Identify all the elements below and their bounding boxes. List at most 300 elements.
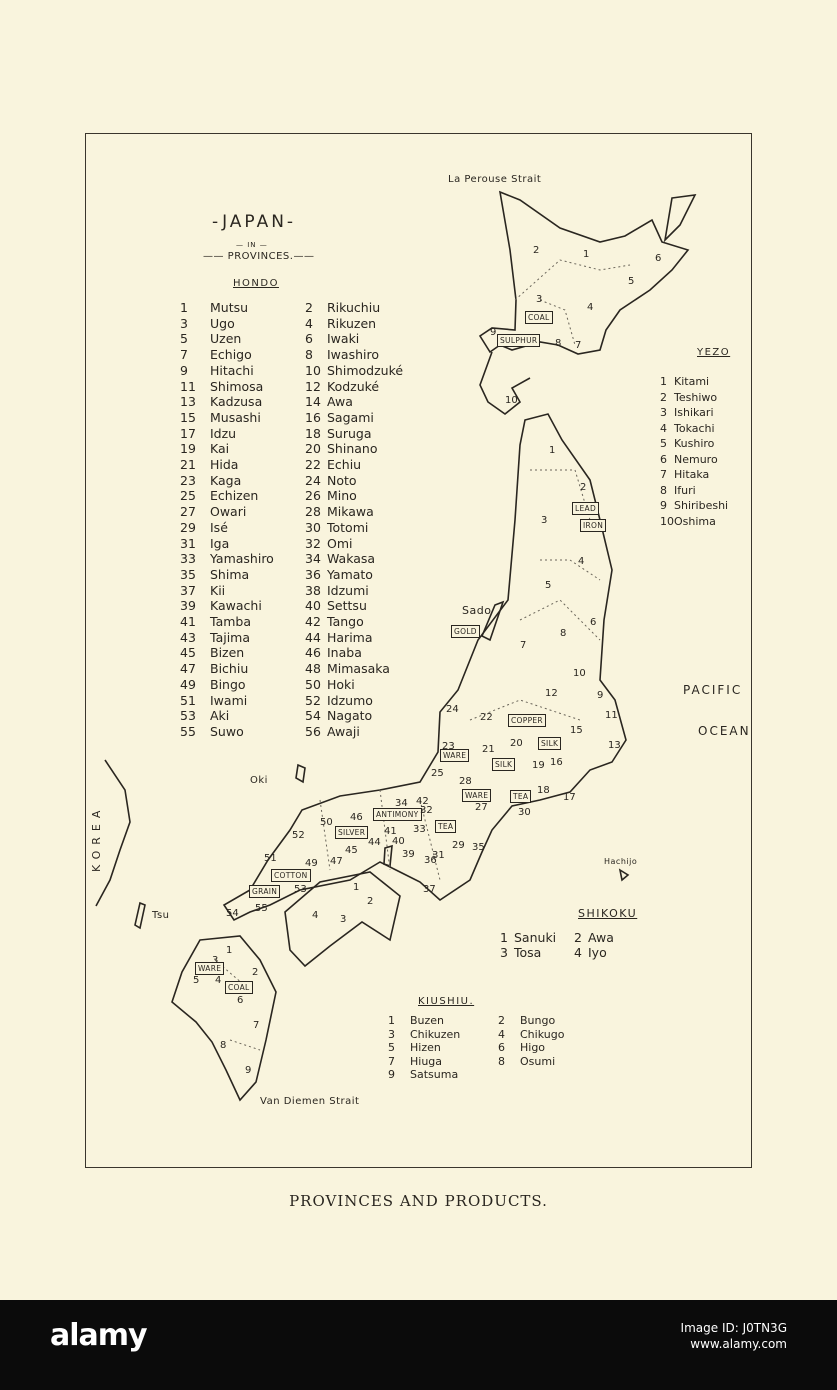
hondo-province-number: 20 bbox=[510, 738, 523, 749]
legend-row bbox=[500, 945, 614, 960]
legend-row bbox=[180, 724, 403, 740]
province-number: 4 bbox=[498, 1027, 505, 1041]
province-number: 2 bbox=[305, 300, 313, 315]
hondo-province-number: 23 bbox=[442, 741, 455, 752]
province-name: Ifuri bbox=[674, 483, 696, 497]
shikoku-province-number: 3 bbox=[340, 914, 347, 925]
yezo-province-number: 2 bbox=[533, 245, 540, 256]
province-name: Awa bbox=[588, 930, 614, 945]
province-name: Hiuga bbox=[410, 1054, 443, 1068]
hondo-province-number: 9 bbox=[597, 690, 604, 701]
province-number: 25 bbox=[180, 488, 196, 504]
watermark-bar bbox=[0, 1300, 837, 1390]
province-name: Omi bbox=[327, 535, 353, 551]
legend-row bbox=[660, 514, 769, 530]
province-number: 16 bbox=[305, 409, 321, 425]
shikoku-province-list bbox=[500, 930, 614, 960]
kiushiu-province-number: 2 bbox=[252, 967, 259, 978]
hondo-province-number: 47 bbox=[330, 856, 343, 867]
legend-row bbox=[180, 457, 403, 473]
province-name: Suruga bbox=[327, 425, 372, 441]
legend-row bbox=[180, 551, 403, 567]
province-name: Noto bbox=[327, 472, 357, 488]
hondo-province-number: 37 bbox=[423, 884, 436, 895]
province-number: 8 bbox=[660, 483, 667, 497]
province-number: 48 bbox=[305, 661, 321, 677]
kiushiu-province-number: 3 bbox=[212, 955, 219, 966]
hondo-province-number: 49 bbox=[305, 858, 318, 869]
province-number: 43 bbox=[180, 629, 196, 645]
province-number: 31 bbox=[180, 535, 196, 551]
kunashiri-island bbox=[665, 195, 695, 240]
province-name: Suwo bbox=[210, 723, 244, 739]
legend-row bbox=[388, 1055, 564, 1069]
legend-row bbox=[388, 1068, 564, 1082]
hondo-province-number: 45 bbox=[345, 845, 358, 856]
province-name: Tango bbox=[327, 614, 364, 630]
province-name: Chikugo bbox=[520, 1027, 565, 1041]
kiushiu-heading: KIUSHIU. bbox=[418, 996, 475, 1007]
yezo-province-number: 5 bbox=[628, 276, 635, 287]
province-number: 28 bbox=[305, 504, 321, 520]
hondo-province-number: 31 bbox=[432, 850, 445, 861]
province-name: Kii bbox=[210, 582, 226, 598]
province-name: Musashi bbox=[210, 409, 261, 425]
hondo-province-number: 8 bbox=[560, 628, 567, 639]
province-name: Chikuzen bbox=[410, 1027, 461, 1041]
product-label: WARE bbox=[440, 749, 469, 762]
hondo-province-number: 50 bbox=[320, 817, 333, 828]
province-name: Tokachi bbox=[674, 421, 715, 435]
hondo-province-number: 54 bbox=[226, 908, 239, 919]
province-name: Yamashiro bbox=[210, 551, 274, 567]
product-label: WARE bbox=[462, 789, 491, 802]
legend-row bbox=[180, 661, 403, 677]
hondo-province-number: 25 bbox=[431, 768, 444, 779]
product-label: GOLD bbox=[451, 625, 480, 638]
hondo-province-number: 35 bbox=[472, 842, 485, 853]
province-number: 30 bbox=[305, 519, 321, 535]
province-name: Awa bbox=[327, 394, 353, 410]
product-label: IRON bbox=[580, 519, 606, 532]
hondo-province-number: 3 bbox=[541, 515, 548, 526]
province-name: Nemuro bbox=[674, 452, 718, 466]
image-id-label: Image ID: J0TN3G bbox=[680, 1321, 787, 1335]
province-name: Iwami bbox=[210, 692, 248, 708]
legend-row bbox=[180, 598, 403, 614]
legend-row bbox=[180, 708, 403, 724]
tsu-island bbox=[135, 903, 145, 928]
kiushiu-province-list bbox=[388, 1014, 564, 1082]
province-number: 38 bbox=[305, 582, 321, 598]
site-url: www.alamy.com bbox=[690, 1337, 787, 1351]
province-number: 36 bbox=[305, 566, 321, 582]
province-number: 40 bbox=[305, 598, 321, 614]
province-number: 14 bbox=[305, 394, 321, 410]
hondo-province-number: 13 bbox=[608, 740, 621, 751]
hondo-province-number: 55 bbox=[255, 903, 268, 914]
map-title-in: — IN — bbox=[236, 241, 268, 249]
province-number: 34 bbox=[305, 551, 321, 567]
province-name: Shima bbox=[210, 566, 250, 582]
province-number: 7 bbox=[180, 347, 188, 363]
province-number: 19 bbox=[180, 441, 196, 457]
province-name: Uzen bbox=[210, 331, 242, 347]
hondo-province-number: 40 bbox=[392, 836, 405, 847]
korea-label: KOREA bbox=[90, 804, 103, 872]
hondo-province-number: 18 bbox=[537, 785, 550, 796]
legend-row bbox=[180, 677, 403, 693]
province-number: 15 bbox=[180, 409, 196, 425]
province-number: 32 bbox=[305, 535, 321, 551]
hondo-province-number: 44 bbox=[368, 837, 381, 848]
province-name: Bungo bbox=[520, 1014, 556, 1027]
figure-caption: PROVINCES AND PRODUCTS. bbox=[289, 1192, 548, 1210]
province-name: Kushiro bbox=[674, 437, 715, 450]
province-name: Tajima bbox=[210, 629, 251, 645]
province-number: 50 bbox=[305, 676, 321, 692]
hondo-province-number: 19 bbox=[532, 760, 545, 771]
province-name: Kodzuké bbox=[327, 378, 380, 394]
province-number: 52 bbox=[305, 692, 321, 708]
legend-row bbox=[180, 536, 403, 552]
hondo-province-number: 15 bbox=[570, 725, 583, 736]
province-number: 4 bbox=[574, 945, 582, 960]
province-name: Harima bbox=[327, 629, 373, 645]
legend-row bbox=[388, 1041, 564, 1055]
hondo-province-number: 34 bbox=[395, 798, 408, 809]
yezo-province-number: 9 bbox=[490, 327, 497, 338]
yezo-island bbox=[480, 192, 688, 354]
province-number: 10 bbox=[660, 514, 674, 528]
province-number: 7 bbox=[388, 1054, 395, 1068]
province-number: 4 bbox=[305, 315, 313, 331]
province-number: 44 bbox=[305, 629, 321, 645]
hondo-province-number: 1 bbox=[549, 445, 556, 456]
province-number: 26 bbox=[305, 488, 321, 504]
province-number: 51 bbox=[180, 692, 196, 708]
province-number: 20 bbox=[305, 441, 321, 457]
province-name: Bichiu bbox=[210, 661, 249, 677]
tsu-label: Tsu bbox=[152, 910, 170, 921]
product-label: WARE bbox=[195, 962, 224, 975]
ocean-label: OCEAN bbox=[698, 724, 751, 738]
legend-row bbox=[180, 520, 403, 536]
province-name: Rikuchiu bbox=[327, 300, 381, 315]
legend-row bbox=[660, 452, 769, 468]
kiushiu-province-number: 9 bbox=[245, 1065, 252, 1076]
province-number: 1 bbox=[388, 1014, 395, 1027]
province-name: Ishikari bbox=[674, 406, 714, 419]
product-label: COTTON bbox=[271, 869, 311, 882]
la-perouse-strait-label: La Perouse Strait bbox=[448, 174, 542, 185]
province-name: Settsu bbox=[327, 598, 367, 614]
province-number: 21 bbox=[180, 457, 196, 473]
province-number: 8 bbox=[305, 347, 313, 363]
province-name: Mino bbox=[327, 488, 357, 504]
province-name: Echiu bbox=[327, 457, 362, 473]
province-name: Awaji bbox=[327, 723, 360, 739]
province-number: 3 bbox=[500, 945, 508, 960]
province-name: Hida bbox=[210, 457, 239, 473]
kiushiu-province-number: 6 bbox=[237, 995, 244, 1006]
legend-row bbox=[180, 583, 403, 599]
province-number: 6 bbox=[498, 1041, 505, 1054]
yezo-province-number: 8 bbox=[555, 338, 562, 349]
hondo-heading: HONDO bbox=[233, 278, 279, 289]
hondo-province-number: 51 bbox=[264, 853, 277, 864]
province-name: Nagato bbox=[327, 708, 373, 724]
province-name: Bingo bbox=[210, 676, 246, 692]
province-number: 3 bbox=[180, 315, 188, 331]
yezo-province-number: 6 bbox=[655, 253, 662, 264]
province-number: 12 bbox=[305, 378, 321, 394]
province-name: Idzumi bbox=[327, 582, 369, 598]
hondo-province-number: 27 bbox=[475, 802, 488, 813]
province-name: Kai bbox=[210, 441, 230, 457]
province-name: Iwaki bbox=[327, 331, 360, 347]
hondo-province-number: 10 bbox=[573, 668, 586, 679]
province-number: 5 bbox=[180, 331, 188, 347]
hachijo-label: Hachijo bbox=[604, 857, 638, 866]
legend-row bbox=[180, 488, 403, 504]
province-number: 7 bbox=[660, 468, 667, 481]
shikoku-province-number: 4 bbox=[312, 910, 319, 921]
province-number: 1 bbox=[500, 930, 508, 945]
product-label: COPPER bbox=[508, 714, 546, 727]
province-number: 8 bbox=[498, 1054, 505, 1068]
province-number: 9 bbox=[180, 362, 188, 378]
shikoku-heading: SHIKOKU bbox=[578, 907, 638, 920]
yezo-province-number: 1 bbox=[583, 249, 590, 260]
sado-label: Sado bbox=[462, 604, 492, 617]
hondo-province-number: 16 bbox=[550, 757, 563, 768]
legend-row bbox=[660, 467, 769, 483]
province-number: 6 bbox=[305, 331, 313, 347]
yezo-province-list bbox=[660, 374, 769, 529]
product-label: SULPHUR bbox=[497, 334, 540, 347]
province-number: 27 bbox=[180, 504, 196, 520]
province-name: Hoki bbox=[327, 676, 355, 692]
legend-row bbox=[660, 421, 769, 437]
province-number: 47 bbox=[180, 661, 196, 677]
hondo-province-number: 2 bbox=[580, 482, 587, 493]
legend-row bbox=[180, 363, 403, 379]
province-name: Iyo bbox=[588, 945, 607, 960]
province-name: Wakasa bbox=[327, 551, 376, 567]
province-name: Kitami bbox=[674, 375, 710, 388]
province-name: Iga bbox=[210, 535, 230, 551]
province-name: Sanuki bbox=[514, 930, 557, 945]
hondo-province-number: 12 bbox=[545, 688, 558, 699]
province-name: Shimodzuké bbox=[327, 362, 404, 378]
province-number: 23 bbox=[180, 472, 196, 488]
province-name: Rikuzen bbox=[327, 315, 377, 331]
province-number: 39 bbox=[180, 598, 196, 614]
kiushiu-province-number: 7 bbox=[253, 1020, 260, 1031]
yezo-province-number: 7 bbox=[575, 340, 582, 351]
province-name: Kaga bbox=[210, 472, 242, 488]
province-name: Echizen bbox=[210, 488, 259, 504]
hondo-province-number: 11 bbox=[605, 710, 618, 721]
legend-row bbox=[180, 394, 403, 410]
province-name: Hizen bbox=[410, 1041, 441, 1054]
product-label: SILVER bbox=[335, 826, 368, 839]
province-name: Mikawa bbox=[327, 504, 374, 520]
product-label: COAL bbox=[525, 311, 553, 324]
map-subtitle: —— PROVINCES.—— bbox=[203, 251, 315, 262]
province-number: 41 bbox=[180, 614, 196, 630]
province-name: Hitachi bbox=[210, 362, 254, 378]
product-label: TEA bbox=[435, 820, 456, 833]
province-name: Ugo bbox=[210, 315, 235, 331]
product-label: COAL bbox=[225, 981, 253, 994]
province-name: Mimasaka bbox=[327, 661, 390, 677]
hondo-province-number: 33 bbox=[413, 824, 426, 835]
product-label: LEAD bbox=[572, 502, 599, 515]
hondo-province-number: 42 bbox=[416, 796, 429, 807]
province-number: 33 bbox=[180, 551, 196, 567]
province-number: 1 bbox=[660, 375, 667, 388]
province-name: Kadzusa bbox=[210, 394, 263, 410]
hondo-province-number: 46 bbox=[350, 812, 363, 823]
hondo-province-number: 39 bbox=[402, 849, 415, 860]
hondo-province-list bbox=[180, 300, 403, 740]
legend-row bbox=[180, 316, 403, 332]
hondo-province-number: 5 bbox=[545, 580, 552, 591]
legend-row bbox=[180, 300, 403, 316]
province-number: 42 bbox=[305, 614, 321, 630]
hondo-province-number: 41 bbox=[384, 826, 397, 837]
province-name: Shinano bbox=[327, 441, 378, 457]
legend-row bbox=[180, 567, 403, 583]
province-name: Owari bbox=[210, 504, 247, 520]
kiushiu-province-number: 5 bbox=[193, 975, 200, 986]
province-name: Tamba bbox=[210, 614, 251, 630]
shikoku-province-number: 2 bbox=[367, 896, 374, 907]
hondo-province-number: 6 bbox=[590, 617, 597, 628]
province-number: 37 bbox=[180, 582, 196, 598]
hondo-province-number: 28 bbox=[459, 776, 472, 787]
legend-row bbox=[660, 436, 769, 452]
province-name: Iwashiro bbox=[327, 347, 379, 363]
province-number: 3 bbox=[660, 406, 667, 419]
province-number: 29 bbox=[180, 519, 196, 535]
province-number: 22 bbox=[305, 457, 321, 473]
province-name: Echigo bbox=[210, 347, 252, 363]
legend-row bbox=[180, 645, 403, 661]
province-name: Idzu bbox=[210, 425, 237, 441]
hondo-province-number: 22 bbox=[480, 712, 493, 723]
province-name: Hitaka bbox=[674, 468, 710, 481]
province-name: Kawachi bbox=[210, 598, 262, 614]
alamy-logo: alamy bbox=[50, 1318, 147, 1353]
legend-row bbox=[180, 379, 403, 395]
province-name: Yamato bbox=[327, 566, 373, 582]
product-label: SILK bbox=[492, 758, 515, 771]
legend-row bbox=[500, 930, 614, 945]
product-label: ANTIMONY bbox=[373, 808, 422, 821]
province-name: Mutsu bbox=[210, 300, 249, 315]
map-title: -JAPAN- bbox=[212, 212, 297, 232]
province-number: 5 bbox=[388, 1041, 395, 1054]
province-name: Osumi bbox=[520, 1054, 556, 1068]
province-number: 13 bbox=[180, 394, 196, 410]
province-number: 2 bbox=[498, 1014, 505, 1027]
province-number: 54 bbox=[305, 708, 321, 724]
hondo-province-number: 7 bbox=[520, 640, 527, 651]
province-name: Higo bbox=[520, 1041, 546, 1054]
hondo-province-number: 32 bbox=[420, 805, 433, 816]
legend-row bbox=[180, 693, 403, 709]
province-number: 53 bbox=[180, 708, 196, 724]
kiushiu-province-number: 8 bbox=[220, 1040, 227, 1051]
van-diemen-strait-label: Van Diemen Strait bbox=[260, 1096, 360, 1107]
pacific-label: PACIFIC bbox=[683, 683, 743, 697]
province-name: Tosa bbox=[514, 945, 542, 960]
province-name: Bizen bbox=[210, 645, 245, 661]
province-number: 6 bbox=[660, 452, 667, 466]
legend-row bbox=[180, 426, 403, 442]
legend-row bbox=[180, 441, 403, 457]
province-name: Aki bbox=[210, 708, 230, 724]
hondo-province-number: 21 bbox=[482, 744, 495, 755]
legend-row bbox=[388, 1028, 564, 1042]
hondo-province-number: 53 bbox=[294, 884, 307, 895]
legend-row bbox=[180, 410, 403, 426]
province-number: 45 bbox=[180, 645, 196, 661]
legend-row bbox=[660, 498, 769, 514]
legend-row bbox=[180, 504, 403, 520]
province-number: 3 bbox=[388, 1027, 395, 1041]
yezo-heading: YEZO bbox=[697, 347, 731, 358]
province-name: Isé bbox=[210, 519, 228, 535]
province-number: 55 bbox=[180, 723, 196, 739]
province-number: 1 bbox=[180, 300, 188, 315]
legend-row bbox=[180, 614, 403, 630]
province-name: Inaba bbox=[327, 645, 362, 661]
legend-row bbox=[660, 483, 769, 499]
shikoku-province-number: 1 bbox=[353, 882, 360, 893]
province-number: 5 bbox=[660, 437, 667, 450]
province-number: 9 bbox=[660, 499, 667, 512]
hondo-province-number: 24 bbox=[446, 704, 459, 715]
province-number: 2 bbox=[574, 930, 582, 945]
legend-row bbox=[388, 1014, 564, 1028]
province-number: 4 bbox=[660, 421, 667, 435]
province-name: Oshima bbox=[674, 514, 716, 528]
province-name: Totomi bbox=[327, 519, 369, 535]
province-number: 49 bbox=[180, 676, 196, 692]
legend-row bbox=[180, 347, 403, 363]
province-number: 17 bbox=[180, 425, 196, 441]
province-number: 46 bbox=[305, 645, 321, 661]
hondo-province-number: 4 bbox=[578, 556, 585, 567]
province-name: Satsuma bbox=[410, 1068, 459, 1081]
image-id bbox=[681, 1320, 787, 1352]
province-name: Idzumo bbox=[327, 692, 373, 708]
province-number: 24 bbox=[305, 472, 321, 488]
province-number: 56 bbox=[305, 723, 321, 739]
hondo-province-number: 36 bbox=[424, 855, 437, 866]
oki-island bbox=[296, 765, 305, 782]
legend-row bbox=[180, 630, 403, 646]
hondo-province-number: 30 bbox=[518, 807, 531, 818]
province-number: 2 bbox=[660, 390, 667, 404]
province-name: Sagami bbox=[327, 409, 374, 425]
hondo-province-number: 17 bbox=[563, 792, 576, 803]
province-number: 10 bbox=[305, 362, 321, 378]
